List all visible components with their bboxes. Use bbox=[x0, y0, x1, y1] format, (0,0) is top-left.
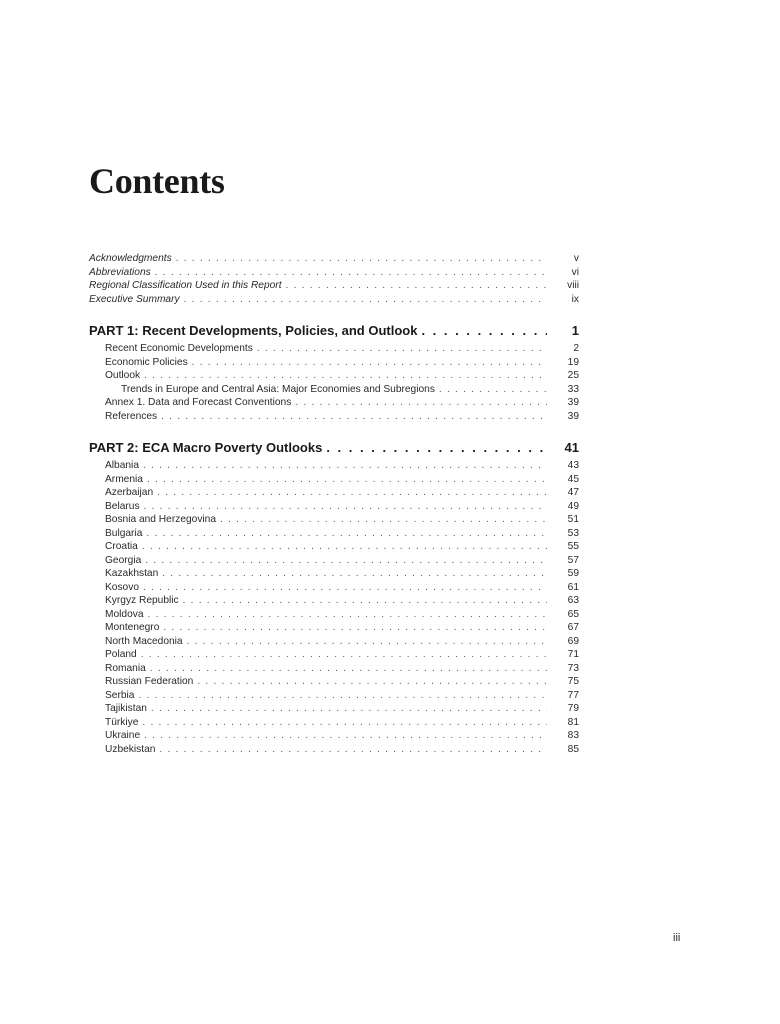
leader-dots bbox=[257, 342, 547, 356]
toc-entry[interactable] bbox=[89, 729, 579, 743]
toc-entry-regional-classification[interactable] bbox=[89, 279, 579, 293]
leader-dots bbox=[159, 743, 547, 757]
toc-entry-label: Belarus bbox=[105, 500, 140, 512]
toc-entry-page: 75 bbox=[567, 676, 579, 687]
leader-dots bbox=[286, 279, 547, 293]
toc-entry-label: Recent Economic Developments bbox=[105, 343, 253, 354]
toc-entry-label: Ukraine bbox=[105, 730, 141, 741]
page-number: iii bbox=[673, 932, 681, 944]
toc-entry-label: References bbox=[105, 410, 158, 422]
toc-entry-label: Bosnia and Herzegovina bbox=[105, 514, 217, 525]
toc-entry-page: 2 bbox=[573, 343, 579, 354]
toc-entry-label: Azerbaijan bbox=[105, 487, 154, 498]
toc-entry-label: Georgia bbox=[105, 554, 142, 566]
toc-entry-label: Acknowledgments bbox=[89, 253, 172, 264]
leader-dots bbox=[143, 581, 547, 595]
leader-dots bbox=[439, 383, 547, 397]
leader-dots bbox=[421, 323, 547, 339]
toc-entry-label: Armenia bbox=[105, 473, 143, 485]
toc-entry-label: Croatia bbox=[105, 541, 138, 552]
toc-entry-page: 25 bbox=[567, 370, 579, 381]
toc-entry[interactable] bbox=[89, 500, 579, 514]
part-heading-label: PART 2: ECA Macro Poverty Outlooks bbox=[89, 440, 323, 455]
toc-entry-page: 49 bbox=[567, 500, 579, 512]
toc-entry[interactable] bbox=[89, 554, 579, 568]
toc-entry[interactable] bbox=[89, 473, 579, 487]
part-1-list bbox=[89, 342, 579, 423]
toc-entry-page: 39 bbox=[567, 397, 579, 408]
toc-entry-label: Bulgaria bbox=[105, 527, 143, 539]
toc-entry-page: 83 bbox=[567, 730, 579, 741]
toc-part-1-heading[interactable] bbox=[89, 323, 579, 339]
toc-entry-page: 47 bbox=[567, 487, 579, 498]
toc-entry[interactable] bbox=[89, 527, 579, 541]
leader-dots bbox=[162, 567, 547, 581]
toc-entry-label: North Macedonia bbox=[105, 635, 183, 647]
toc-entry-label: Moldova bbox=[105, 608, 144, 620]
leader-dots bbox=[148, 608, 547, 622]
toc-entry-page: 67 bbox=[567, 622, 579, 633]
toc-entry-label: Montenegro bbox=[105, 622, 160, 633]
toc-entry[interactable] bbox=[89, 675, 579, 689]
toc-entry-page: 85 bbox=[567, 743, 579, 755]
leader-dots bbox=[144, 500, 547, 514]
leader-dots bbox=[150, 662, 547, 676]
toc-entry-label: Romania bbox=[105, 662, 146, 674]
leader-dots bbox=[138, 689, 547, 703]
toc-entry-label: Russian Federation bbox=[105, 676, 194, 687]
leader-dots bbox=[326, 440, 547, 456]
toc-entry[interactable] bbox=[89, 662, 579, 676]
leader-dots bbox=[197, 675, 547, 689]
leader-dots bbox=[183, 594, 547, 608]
leader-dots bbox=[163, 621, 547, 635]
toc-entry-page: 59 bbox=[567, 568, 579, 579]
leader-dots bbox=[143, 459, 547, 473]
toc-entry-page: 51 bbox=[567, 514, 579, 525]
leader-dots bbox=[192, 356, 547, 370]
toc-entry[interactable] bbox=[89, 594, 579, 608]
toc-entry-label: Kazakhstan bbox=[105, 568, 159, 579]
toc-entry-label: Kosovo bbox=[105, 581, 139, 593]
page-title: Contents bbox=[89, 161, 225, 201]
table-of-contents bbox=[89, 252, 579, 756]
part-heading-page: 41 bbox=[564, 440, 579, 455]
toc-entry-page: 77 bbox=[567, 689, 579, 701]
toc-entry-page: 39 bbox=[567, 410, 579, 422]
toc-entry-page: 65 bbox=[567, 608, 579, 620]
toc-entry-page: 69 bbox=[567, 635, 579, 647]
leader-dots bbox=[142, 540, 547, 554]
part-heading-page: 1 bbox=[571, 323, 579, 338]
leader-dots bbox=[146, 527, 547, 541]
toc-entry-label: Uzbekistan bbox=[105, 743, 156, 755]
toc-entry[interactable] bbox=[89, 396, 579, 410]
leader-dots bbox=[151, 702, 547, 716]
toc-entry-page: vi bbox=[571, 266, 579, 278]
toc-entry-abbreviations[interactable] bbox=[89, 266, 579, 280]
toc-entry[interactable] bbox=[89, 356, 579, 370]
leader-dots bbox=[142, 716, 547, 730]
toc-entry-page: 79 bbox=[567, 703, 579, 714]
toc-entry[interactable] bbox=[89, 621, 579, 635]
leader-dots bbox=[161, 410, 547, 424]
toc-entry-label: Executive Summary bbox=[89, 293, 180, 305]
toc-entry[interactable] bbox=[89, 716, 579, 730]
leader-dots bbox=[155, 266, 547, 280]
leader-dots bbox=[144, 369, 547, 383]
toc-entry-page: 45 bbox=[567, 473, 579, 485]
toc-entry-label: Tajikistan bbox=[105, 703, 147, 714]
leader-dots bbox=[147, 473, 547, 487]
toc-entry[interactable] bbox=[89, 689, 579, 703]
toc-entry-label: Regional Classification Used in this Report bbox=[89, 280, 282, 291]
front-matter-list bbox=[89, 252, 579, 306]
toc-entry-page: viii bbox=[567, 280, 579, 291]
part-heading-label: PART 1: Recent Developments, Policies, and Outlook bbox=[89, 323, 418, 338]
leader-dots bbox=[187, 635, 547, 649]
leader-dots bbox=[295, 396, 547, 410]
toc-entry[interactable] bbox=[89, 648, 579, 662]
toc-entry-label: Kyrgyz Republic bbox=[105, 595, 179, 606]
leader-dots bbox=[145, 554, 547, 568]
toc-entry-executive-summary[interactable] bbox=[89, 293, 579, 307]
toc-entry-label: Economic Policies bbox=[105, 356, 188, 368]
leader-dots bbox=[141, 648, 547, 662]
toc-entry[interactable] bbox=[89, 608, 579, 622]
toc-part-2-heading[interactable] bbox=[89, 440, 579, 456]
toc-entry-page: 63 bbox=[567, 595, 579, 606]
toc-entry-page: 19 bbox=[567, 356, 579, 368]
toc-entry-page: 81 bbox=[567, 716, 579, 728]
toc-entry-page: v bbox=[573, 253, 579, 264]
toc-entry[interactable] bbox=[89, 540, 579, 554]
part-2-list bbox=[89, 459, 579, 756]
toc-entry-page: 43 bbox=[567, 460, 579, 471]
toc-entry-page: ix bbox=[571, 293, 579, 305]
toc-entry[interactable] bbox=[89, 459, 579, 473]
toc-entry-label: Türkiye bbox=[105, 716, 139, 728]
toc-entry[interactable] bbox=[89, 410, 579, 424]
leader-dots bbox=[184, 293, 547, 307]
leader-dots bbox=[176, 252, 547, 266]
toc-entry-label: Annex 1. Data and Forecast Conventions bbox=[105, 397, 292, 408]
toc-entry-page: 53 bbox=[567, 527, 579, 539]
toc-entry-label: Outlook bbox=[105, 370, 141, 381]
toc-entry[interactable] bbox=[89, 581, 579, 595]
toc-entry[interactable] bbox=[89, 513, 579, 527]
leader-dots bbox=[220, 513, 547, 527]
leader-dots bbox=[144, 729, 547, 743]
toc-entry[interactable] bbox=[89, 743, 579, 757]
toc-entry[interactable] bbox=[89, 369, 579, 383]
toc-entry-label: Trends in Europe and Central Asia: Major Economies and Subregions bbox=[121, 383, 435, 395]
toc-entry-label: Poland bbox=[105, 649, 137, 660]
leader-dots bbox=[157, 486, 547, 500]
toc-entry-page: 73 bbox=[567, 662, 579, 674]
toc-entry-acknowledgments[interactable] bbox=[89, 252, 579, 266]
toc-entry-label: Serbia bbox=[105, 689, 135, 701]
toc-entry[interactable] bbox=[89, 342, 579, 356]
toc-entry-page: 55 bbox=[567, 541, 579, 552]
toc-entry[interactable] bbox=[89, 383, 579, 397]
toc-entry-label: Albania bbox=[105, 460, 139, 471]
toc-entry[interactable] bbox=[89, 567, 579, 581]
toc-entry[interactable] bbox=[89, 635, 579, 649]
toc-entry-page: 61 bbox=[567, 581, 579, 593]
toc-entry-label: Abbreviations bbox=[89, 266, 151, 278]
toc-entry-page: 57 bbox=[567, 554, 579, 566]
toc-entry[interactable] bbox=[89, 702, 579, 716]
toc-entry-page: 33 bbox=[567, 383, 579, 395]
toc-entry[interactable] bbox=[89, 486, 579, 500]
toc-entry-page: 71 bbox=[567, 649, 579, 660]
